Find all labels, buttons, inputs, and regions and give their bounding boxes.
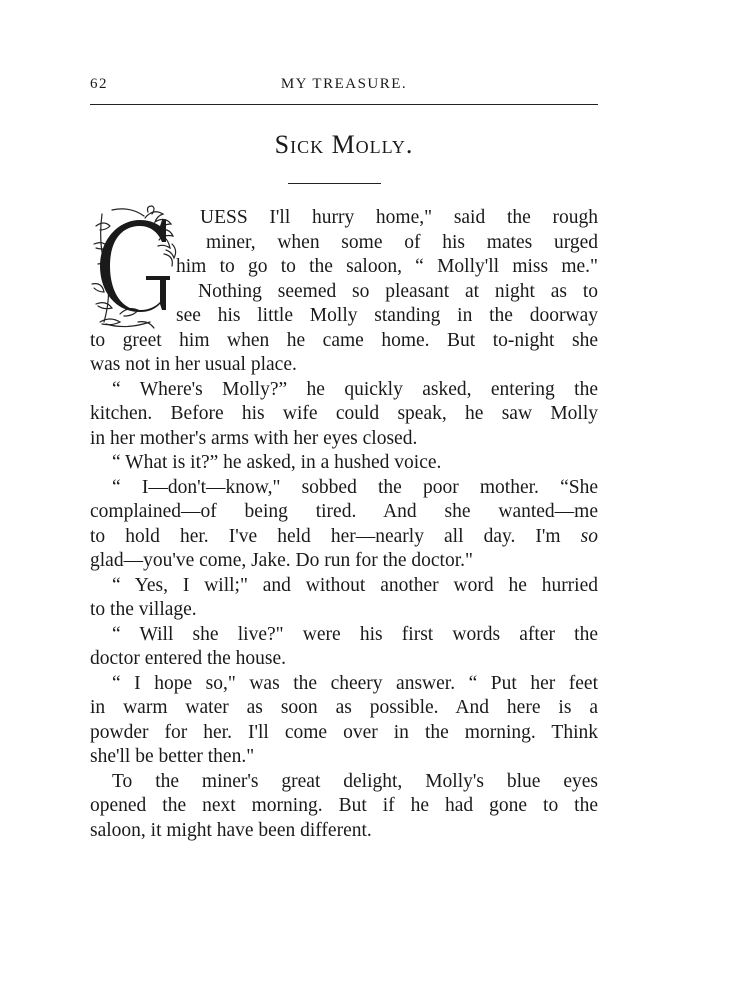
- header-rule: [90, 104, 598, 105]
- text-line: To the miner's great delight, Molly's blue eyes: [112, 770, 598, 792]
- text-line: to greet him when he came home. But to-night she: [90, 329, 598, 351]
- body-text: [90, 206, 598, 843]
- text-line: “ Yes, I will;" and without another word he hurried: [112, 574, 598, 596]
- text-line: “ Where's Molly?” he quickly asked, entering the: [112, 378, 598, 400]
- text-line: glad—you've come, Jake. Do run for the doctor.": [90, 550, 473, 571]
- page-number: 62: [90, 76, 108, 92]
- text-line: powder for her. I'll come over in the morning. Think: [90, 721, 598, 743]
- text-line: UESS I'll hurry home," said the rough: [200, 207, 598, 228]
- emphasis-text: so: [580, 525, 598, 547]
- text-line: complained—of being tired. And she wanted—me: [90, 501, 598, 522]
- text-line: was not in her usual place.: [90, 354, 297, 375]
- text-line: Nothing seemed so pleasant at night as to: [198, 280, 598, 302]
- text-line: in warm water as soon as possible. And here is a: [90, 697, 598, 718]
- text-line: doctor entered the house.: [90, 648, 287, 669]
- text-line: saloon, it might have been different.: [90, 819, 372, 841]
- running-title: MY TREASURE.: [280, 76, 408, 92]
- text-line: him to go to the saloon, “ Molly'll miss me.": [176, 256, 598, 277]
- text-line: “ I—don't—know," sobbed the poor mother. “She: [112, 476, 598, 498]
- chapter-title: Sick Molly.: [274, 130, 414, 159]
- text-line: see his little Molly standing in the doorway: [176, 305, 598, 326]
- text-line: “ What is it?” he asked, in a hushed voice.: [112, 452, 442, 473]
- text-line: kitchen. Before his wife could speak, he saw Molly: [90, 403, 598, 424]
- running-head: [90, 76, 598, 100]
- text-line: to hold her. I've held her—nearly all day. I'm so: [90, 525, 598, 547]
- title-rule: [288, 183, 381, 184]
- text-line: to the village.: [90, 599, 197, 620]
- text-line: in her mother's arms with her eyes closed.: [90, 427, 418, 449]
- text-line: “ Will she live?" were his first words after the: [112, 623, 598, 645]
- text-line: opened the next morning. But if he had gone to the: [90, 795, 598, 816]
- text-line: miner, when some of his mates urged: [206, 231, 598, 253]
- text-line: she'll be better then.": [90, 746, 255, 767]
- text-line: “ I hope so," was the cheery answer. “ Put her feet: [112, 672, 598, 694]
